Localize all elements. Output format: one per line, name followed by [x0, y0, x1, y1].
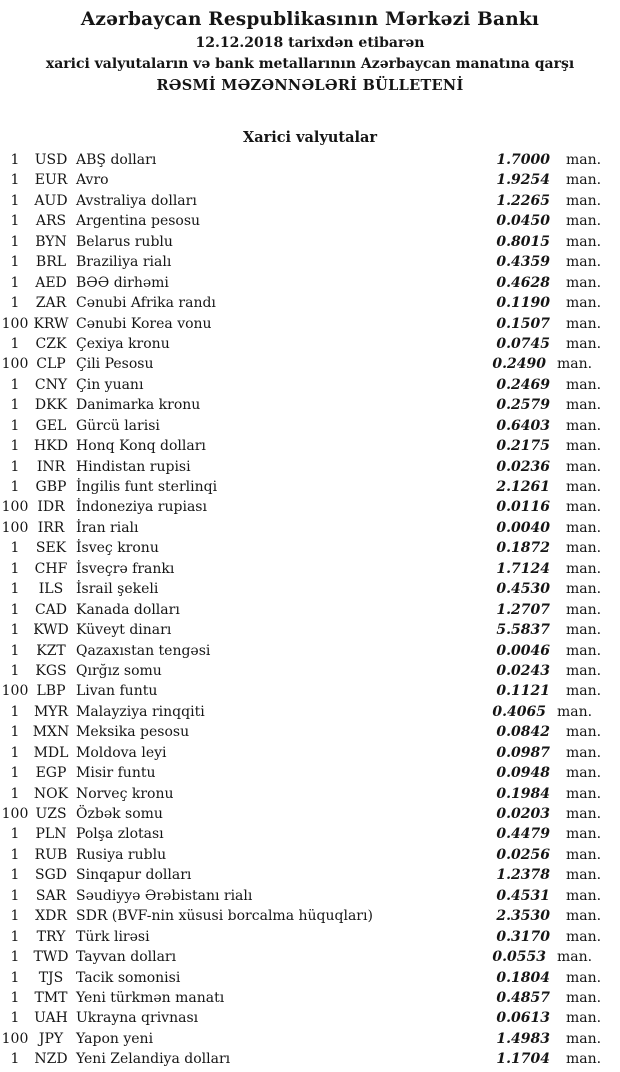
quantity-cell: 100 — [1, 683, 29, 700]
unit-label: man. — [566, 560, 602, 577]
quantity-cell: 1 — [10, 560, 20, 577]
rate-value: 0.4530 — [496, 581, 550, 598]
rate-value: 0.6403 — [496, 417, 550, 434]
currency-code: CHF — [34, 560, 68, 577]
rate-value: 0.1984 — [496, 785, 550, 802]
unit-label: man. — [566, 806, 602, 822]
rate-row — [0, 988, 620, 1008]
currency-name: Misir funtu — [76, 765, 156, 782]
rate-value: 0.0236 — [496, 458, 550, 475]
rate-row — [0, 600, 620, 620]
currency-name: Belarus rublu — [76, 233, 173, 250]
rate-value: 0.0987 — [496, 744, 550, 761]
quantity-cell: 1 — [10, 172, 20, 189]
rate-value: 0.0450 — [496, 213, 550, 230]
currency-name: Cənubi Afrika randı — [76, 295, 216, 312]
quantity-cell: 1 — [10, 152, 20, 168]
unit-label: man. — [557, 356, 593, 373]
quantity-cell: 1 — [10, 233, 20, 250]
currency-name: Braziliya rialı — [76, 254, 172, 271]
rate-value: 0.0256 — [496, 846, 550, 863]
currency-code: KGS — [35, 662, 67, 679]
rate-row — [0, 906, 620, 926]
unit-label: man. — [566, 499, 602, 516]
currency-name: Rusiya rublu — [76, 846, 167, 863]
currency-name: Honq Konq dolları — [76, 438, 206, 455]
rate-value: 0.0040 — [496, 519, 550, 536]
currency-code: TRY — [36, 928, 66, 945]
rate-row — [0, 784, 620, 804]
quantity-cell: 1 — [10, 887, 20, 904]
unit-label: man. — [566, 192, 602, 209]
currency-name: İsrail şekeli — [76, 581, 159, 598]
currency-name: Malayziya rinqqiti — [76, 703, 205, 720]
currency-code: TWD — [33, 949, 69, 966]
subtitle-line: xarici valyutaların və bank metallarının Azərbaycan manatına qarşı — [45, 56, 575, 72]
unit-label: man. — [566, 335, 602, 352]
currency-code: CNY — [34, 376, 68, 393]
rate-value: 0.4065 — [492, 703, 546, 720]
currency-name: Moldova leyi — [76, 744, 167, 761]
exchange-rates-table — [0, 150, 620, 1070]
quantity-cell: 1 — [10, 417, 20, 434]
currency-name: SDR (BVF-nin xüsusi borcalma hüquqları) — [76, 908, 373, 925]
unit-label: man. — [566, 642, 602, 659]
currency-code: GEL — [35, 417, 67, 434]
currency-name: Türk lirəsi — [76, 928, 150, 945]
currency-code: IRR — [37, 519, 65, 536]
unit-label: man. — [566, 969, 602, 986]
currency-code: TJS — [38, 969, 64, 986]
quantity-cell: 1 — [10, 274, 20, 291]
rate-value: 1.4983 — [496, 1030, 550, 1047]
unit-label: man. — [566, 458, 602, 475]
rate-row — [0, 293, 620, 313]
rate-value: 0.0842 — [496, 724, 550, 741]
currency-name: Qırğız somu — [76, 662, 162, 679]
quantity-cell: 1 — [10, 601, 20, 618]
rate-value: 5.5837 — [496, 622, 550, 639]
rate-value: 1.9254 — [496, 172, 550, 189]
rate-value: 2.3530 — [496, 908, 550, 925]
unit-label: man. — [566, 867, 602, 884]
rate-row — [0, 232, 620, 252]
currency-code: SGD — [35, 867, 67, 884]
rate-value: 0.4479 — [496, 826, 550, 843]
unit-label: man. — [566, 601, 602, 618]
rate-row — [0, 416, 620, 436]
unit-label: man. — [566, 662, 602, 679]
unit-label: man. — [566, 438, 602, 455]
currency-code: AED — [35, 274, 67, 291]
rate-row — [0, 497, 620, 517]
quantity-cell: 100 — [1, 806, 29, 822]
currency-name: Özbək somu — [76, 806, 163, 822]
rate-value: 0.1507 — [496, 315, 550, 332]
rate-row — [0, 518, 620, 538]
quantity-cell: 1 — [10, 908, 20, 925]
quantity-cell: 100 — [1, 315, 29, 332]
quantity-cell: 1 — [10, 376, 20, 393]
unit-label: man. — [566, 928, 602, 945]
unit-label: man. — [566, 989, 602, 1006]
rate-row — [0, 661, 620, 681]
quantity-cell: 1 — [10, 213, 20, 230]
unit-label: man. — [566, 254, 602, 271]
quantity-cell: 1 — [10, 622, 20, 639]
rate-value: 0.0046 — [496, 642, 550, 659]
currency-code: MXN — [32, 724, 70, 741]
quantity-cell: 1 — [10, 295, 20, 312]
unit-label: man. — [566, 1051, 602, 1068]
currency-name: İsveç kronu — [76, 540, 159, 557]
rate-value: 0.8015 — [496, 233, 550, 250]
unit-label: man. — [566, 826, 602, 843]
quantity-cell: 100 — [1, 519, 29, 536]
rate-row — [0, 354, 620, 374]
quantity-cell: 1 — [10, 192, 20, 209]
rate-row — [0, 968, 620, 988]
currency-name: BƏƏ dirhəmi — [76, 274, 169, 291]
currency-name: Çexiya kronu — [76, 335, 170, 352]
currency-name: Polşa zlotası — [76, 826, 164, 843]
quantity-cell: 1 — [10, 989, 20, 1006]
rate-value: 0.2579 — [496, 397, 550, 414]
currency-name: Hindistan rupisi — [76, 458, 191, 475]
quantity-cell: 1 — [10, 662, 20, 679]
unit-label: man. — [557, 949, 593, 966]
rate-value: 0.4359 — [496, 254, 550, 271]
currency-name: Yeni Zelandiya dolları — [76, 1051, 231, 1068]
currency-name: Avro — [76, 172, 109, 189]
rate-value: 1.2378 — [496, 867, 550, 884]
currency-code: EGP — [35, 765, 67, 782]
currency-code: JPY — [38, 1030, 64, 1047]
rate-value: 0.0116 — [496, 499, 550, 516]
quantity-cell: 1 — [10, 438, 20, 455]
bulletin-title: RƏSMİ MƏZƏNNƏLƏRİ BÜLLETENİ — [156, 77, 464, 94]
rate-row — [0, 1049, 620, 1069]
quantity-cell: 1 — [10, 928, 20, 945]
currency-code: RUB — [34, 846, 68, 863]
rate-row — [0, 1029, 620, 1049]
rate-value: 2.1261 — [496, 479, 550, 495]
unit-label: man. — [566, 315, 602, 332]
currency-code: IDR — [37, 499, 65, 516]
quantity-cell: 1 — [10, 969, 20, 986]
rate-row — [0, 170, 620, 190]
currency-code: XDR — [35, 908, 67, 925]
rate-row — [0, 763, 620, 783]
rate-value: 1.7000 — [496, 152, 550, 168]
unit-label: man. — [566, 846, 602, 863]
rate-row — [0, 886, 620, 906]
rate-value: 0.2175 — [496, 438, 550, 455]
currency-code: KWD — [33, 622, 69, 639]
rate-value: 1.2265 — [496, 192, 550, 209]
unit-label: man. — [566, 519, 602, 536]
rate-value: 0.1804 — [496, 969, 550, 986]
quantity-cell: 1 — [10, 1010, 20, 1027]
unit-label: man. — [566, 213, 602, 230]
quantity-cell: 1 — [10, 785, 20, 802]
currency-code: INR — [36, 458, 66, 475]
unit-label: man. — [566, 622, 602, 639]
currency-name: Çili Pesosu — [76, 356, 154, 373]
currency-code: BRL — [35, 254, 67, 271]
currency-name: Norveç kronu — [76, 785, 174, 802]
currency-code: ZAR — [35, 295, 67, 312]
currency-name: İngilis funt sterlinqi — [76, 479, 218, 495]
quantity-cell: 1 — [10, 724, 20, 741]
rate-row — [0, 273, 620, 293]
quantity-cell: 1 — [10, 479, 20, 495]
rate-row — [0, 681, 620, 701]
currency-code: MYR — [33, 703, 69, 720]
rate-row — [0, 702, 620, 722]
rate-value: 0.4531 — [496, 887, 550, 904]
rate-row — [0, 252, 620, 272]
currency-name: Tayvan dolları — [76, 949, 177, 966]
unit-label: man. — [566, 376, 602, 393]
quantity-cell: 1 — [10, 867, 20, 884]
quantity-cell: 1 — [10, 703, 20, 720]
quantity-cell: 1 — [10, 642, 20, 659]
rate-value: 0.4857 — [496, 989, 550, 1006]
rate-row — [0, 314, 620, 334]
currency-code: NZD — [34, 1051, 68, 1068]
rate-value: 0.2490 — [492, 356, 546, 373]
currency-name: Tacik somonisi — [76, 969, 181, 986]
unit-label: man. — [566, 744, 602, 761]
rate-row — [0, 211, 620, 231]
unit-label: man. — [566, 785, 602, 802]
rate-row — [0, 1008, 620, 1028]
currency-code: KRW — [33, 315, 69, 332]
unit-label: man. — [566, 417, 602, 434]
quantity-cell: 100 — [1, 1030, 29, 1047]
currency-code: PLN — [35, 826, 67, 843]
unit-label: man. — [566, 540, 602, 557]
rate-row — [0, 641, 620, 661]
currency-name: Qazaxıstan tengəsi — [76, 642, 211, 659]
currency-code: BYN — [35, 233, 67, 250]
quantity-cell: 100 — [1, 499, 29, 516]
rate-value: 0.0553 — [492, 949, 546, 966]
rate-value: 0.1872 — [496, 540, 550, 557]
rate-row — [0, 559, 620, 579]
rate-row — [0, 743, 620, 763]
currency-name: Livan funtu — [76, 683, 158, 700]
unit-label: man. — [557, 703, 593, 720]
quantity-cell: 1 — [10, 765, 20, 782]
currency-name: Gürcü larisi — [76, 417, 160, 434]
quantity-cell: 1 — [10, 335, 20, 352]
quantity-cell: 1 — [10, 397, 20, 414]
unit-label: man. — [566, 581, 602, 598]
unit-label: man. — [566, 765, 602, 782]
quantity-cell: 1 — [10, 846, 20, 863]
rate-row — [0, 865, 620, 885]
rate-row — [0, 927, 620, 947]
rate-value: 0.3170 — [496, 928, 550, 945]
quantity-cell: 1 — [10, 826, 20, 843]
unit-label: man. — [566, 724, 602, 741]
currency-code: UAH — [34, 1010, 68, 1027]
currency-code: DKK — [34, 397, 68, 414]
currency-name: Yeni türkmən manatı — [76, 989, 225, 1006]
rate-row — [0, 395, 620, 415]
currency-name: Argentina pesosu — [76, 213, 201, 230]
currency-code: TMT — [34, 989, 68, 1006]
currency-name: İran rialı — [76, 519, 139, 536]
currency-code: AUD — [34, 192, 68, 209]
rate-value: 0.0745 — [496, 335, 550, 352]
currency-name: ABŞ dolları — [76, 152, 157, 168]
currency-code: SEK — [35, 540, 67, 557]
currency-code: ILS — [38, 581, 64, 598]
currency-code: GBP — [35, 479, 67, 495]
quantity-cell: 100 — [1, 356, 29, 373]
rate-value: 0.0613 — [496, 1010, 550, 1027]
rate-row — [0, 191, 620, 211]
rate-row — [0, 334, 620, 354]
rate-row — [0, 538, 620, 558]
currency-name: Sinqapur dolları — [76, 867, 192, 884]
unit-label: man. — [566, 172, 602, 189]
quantity-cell: 1 — [10, 581, 20, 598]
currency-code: MDL — [33, 744, 69, 761]
rate-row — [0, 375, 620, 395]
rate-row — [0, 579, 620, 599]
section-title-foreign-currencies: Xarici valyutalar — [242, 129, 378, 146]
currency-code: CLP — [36, 356, 66, 373]
quantity-cell: 1 — [10, 949, 20, 966]
unit-label: man. — [566, 152, 602, 168]
currency-name: Çin yuanı — [76, 376, 144, 393]
rate-row — [0, 947, 620, 967]
effective-date-line: 12.12.2018 tarixdən etibarən — [195, 35, 425, 51]
rate-row — [0, 804, 620, 824]
currency-code: CAD — [34, 601, 68, 618]
quantity-cell: 1 — [10, 744, 20, 761]
rate-value: 1.7124 — [496, 560, 550, 577]
currency-name: İsveçrə frankı — [76, 560, 175, 577]
rate-value: 0.4628 — [496, 274, 550, 291]
currency-code: SAR — [35, 887, 67, 904]
unit-label: man. — [566, 233, 602, 250]
rate-value: 1.2707 — [496, 601, 550, 618]
quantity-cell: 1 — [10, 254, 20, 271]
currency-name: İndoneziya rupiası — [76, 499, 207, 516]
unit-label: man. — [566, 683, 602, 700]
unit-label: man. — [566, 1010, 602, 1027]
rate-row — [0, 477, 620, 497]
quantity-cell: 1 — [10, 1051, 20, 1068]
currency-code: HKD — [34, 438, 68, 455]
currency-code: ARS — [35, 213, 67, 230]
currency-name: Ukrayna qrivnası — [76, 1010, 199, 1027]
unit-label: man. — [566, 479, 602, 495]
bank-title: Azərbaycan Respublikasının Mərkəzi Bankı — [80, 9, 540, 30]
rate-value: 0.0203 — [496, 806, 550, 822]
currency-name: Küveyt dinarı — [76, 622, 172, 639]
unit-label: man. — [566, 908, 602, 925]
unit-label: man. — [566, 397, 602, 414]
currency-name: Avstraliya dolları — [76, 192, 197, 209]
rate-row — [0, 824, 620, 844]
currency-name: Meksika pesosu — [76, 724, 190, 741]
currency-code: LBP — [36, 683, 66, 700]
currency-name: Cənubi Korea vonu — [76, 315, 212, 332]
rate-row — [0, 845, 620, 865]
quantity-cell: 1 — [10, 458, 20, 475]
unit-label: man. — [566, 1030, 602, 1047]
rate-value: 0.1121 — [496, 683, 550, 700]
rate-row — [0, 722, 620, 742]
currency-code: EUR — [34, 172, 68, 189]
rate-value: 0.1190 — [496, 295, 550, 312]
currency-code: NOK — [33, 785, 69, 802]
rate-value: 1.1704 — [496, 1051, 550, 1068]
rate-row — [0, 620, 620, 640]
rate-value: 0.2469 — [496, 376, 550, 393]
rate-row — [0, 150, 620, 170]
currency-code: USD — [34, 152, 68, 168]
currency-name: Kanada dolları — [76, 601, 180, 618]
currency-code: UZS — [35, 806, 67, 822]
currency-name: Səudiyyə Ərəbistanı rialı — [76, 887, 253, 904]
unit-label: man. — [566, 887, 602, 904]
rate-row — [0, 436, 620, 456]
document-header — [0, 0, 620, 97]
rate-value: 0.0243 — [496, 662, 550, 679]
quantity-cell: 1 — [10, 540, 20, 557]
unit-label: man. — [566, 274, 602, 291]
currency-name: Yapon yeni — [76, 1030, 154, 1047]
currency-code: CZK — [35, 335, 67, 352]
unit-label: man. — [566, 295, 602, 312]
currency-name: Danimarka kronu — [76, 397, 201, 414]
rate-value: 0.0948 — [496, 765, 550, 782]
currency-code: KZT — [36, 642, 66, 659]
rate-row — [0, 457, 620, 477]
